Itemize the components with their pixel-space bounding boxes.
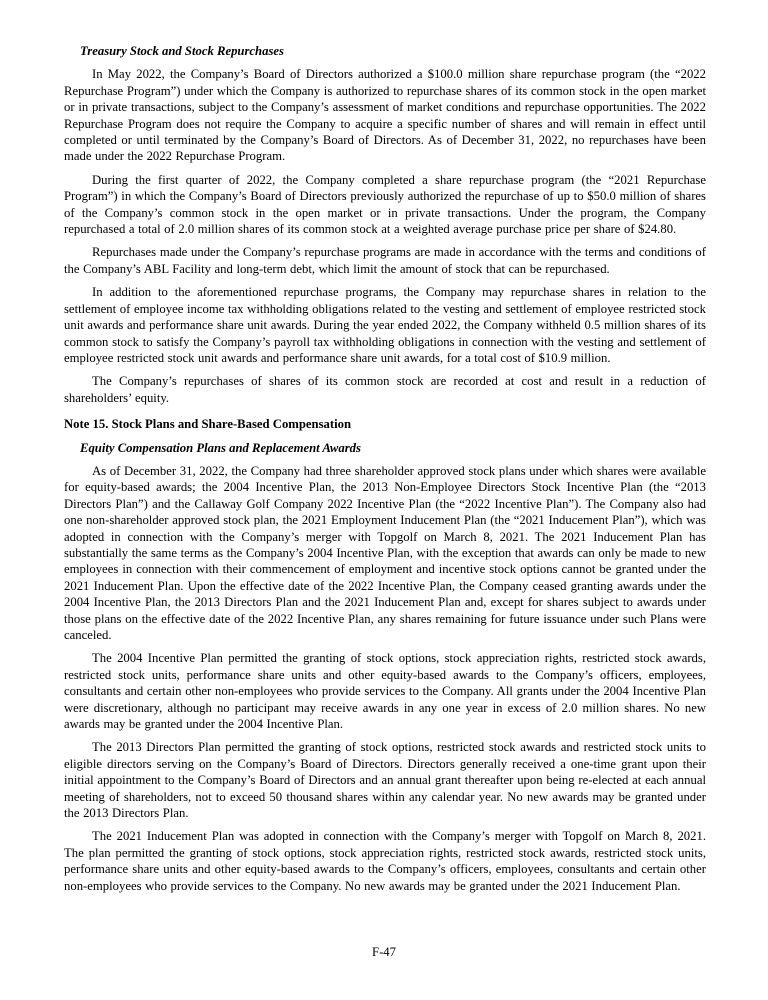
paragraph-2021-repurchase-program: During the first quarter of 2022, the Company completed a share repurchase program (the “2021 Repurchase Program”) in which the Company’s Board of Directors previously authorized the repurchase of up to $50.0 million of shares of the Company’s common stock in the open market or in private transactions. Under the program, the Company repurchased a total of 2.0 million shares of its common stock at a weighted average purchase price per share of $24.80. [64, 172, 706, 237]
paragraph-2021-inducement-plan: The 2021 Inducement Plan was adopted in connection with the Company’s merger with Topgolf on March 8, 2021. The plan permitted the granting of stock options, stock appreciation rights, restricted stock awards, restricted stock units, performance share units and other equity-based awards to the Company’s officers, employees, consultants and certain other non-employees who provide services to the Company. No new awards may be granted under the 2021 Inducement Plan. [64, 829, 706, 893]
section-heading-note-15: Note 15. Stock Plans and Share-Based Compensation [64, 417, 352, 432]
paragraph-repurchases-at-cost: The Company’s repurchases of shares of its common stock are recorded at cost and result in a reduction of shareholders’ equity. [64, 374, 706, 405]
paragraph-abl-facility: Repurchases made under the Company’s repurchase programs are made in accordance with the terms and conditions of the Company’s ABL Facility and long-term debt, which limit the amount of stock that can be repurchased. [64, 245, 706, 276]
paragraph-2004-incentive-plan: The 2004 Incentive Plan permitted the granting of stock options, stock appreciation rights, restricted stock awards, restricted stock units, performance share units and other equity-based awards to the Company’s officers, employees, consultants and certain other non-employees who provide services to the Company. All grants under the 2004 Incentive Plan were discretionary, although no participant may receive awards in any one year in excess of 2.0 million shares. No new awards may be granted under the 2004 Incentive Plan. [64, 651, 706, 732]
paragraph-stock-plans-overview: As of December 31, 2022, the Company had three shareholder approved stock plans under which shares were available for equity-based awards; the 2004 Incentive Plan, the 2013 Non-Employee Directors Stock Incentive Plan (the “2013 Directors Plan”) and the Callaway Golf Company 2022 Incentive Plan (the “2022 Incentive Plan”). The Company also had one non-shareholder approved stock plan, the 2021 Employment Inducement Plan (the “2021 Inducement Plan”), which was adopted in connection with the Company’s merger with Topgolf on March 8, 2021. The 2021 Inducement Plan has substantially the same terms as the Company’s 2004 Incentive Plan, with the exception that awards can only be made to new employees in connection with their commencement of employment and incentive stock options cannot be granted under the 2021 Inducement Plan. Upon the effective date of the 2022 Incentive Plan, the Company ceased granting awards under the 2004 Incentive Plan, the 2013 Directors Plan and the 2021 Inducement Plan and, except for shares subject to awards under those plans on the effective date of the 2022 Incentive Plan, any shares remaining for future issuance under such Plans were canceled. [64, 463, 706, 642]
paragraph-2022-repurchase-program: In May 2022, the Company’s Board of Directors authorized a $100.0 million share repurchase program (the “2022 Repurchase Program”) under which the Company is authorized to repurchase shares of its common stock in the open market or in private transactions, subject to the Company’s assessment of market conditions and repurchase opportunities. The 2022 Repurchase Program does not require the Company to acquire a specific number of shares and will remain in effect until completed or until terminated by the Company’s Board of Directors. As of December 31, 2022, no repurchases have been made under the 2022 Repurchase Program. [64, 67, 706, 164]
section-heading-treasury-stock: Treasury Stock and Stock Repurchases [80, 44, 284, 58]
paragraph-tax-withholding: In addition to the aforementioned repurchase programs, the Company may repurchase shares in relation to the settlement of employee income tax withholding obligations related to the vesting and settlement of employee restricted stock unit awards and performance share unit awards. During the year ended 2022, the Company withheld 0.5 million shares of its common stock to satisfy the Company’s payroll tax withholding obligations in connection with the vesting and settlement of employee restricted stock unit awards and performance share unit awards, for a total cost of $10.9 million. [64, 285, 706, 365]
page-number: F-47 [372, 944, 396, 959]
paragraph-2013-directors-plan: The 2013 Directors Plan permitted the granting of stock options, restricted stock awards and restricted stock units to eligible directors serving on the Company’s Board of Directors. Directors generally received a one-time grant upon their initial appointment to the Company’s Board of Directors and an annual grant thereafter upon being re-elected at each annual meeting of shareholders, not to exceed 50 thousand shares within any calendar year. No new awards may be granted under the 2013 Directors Plan. [64, 740, 706, 821]
section-heading-equity-compensation: Equity Compensation Plans and Replacement Awards [80, 440, 361, 455]
